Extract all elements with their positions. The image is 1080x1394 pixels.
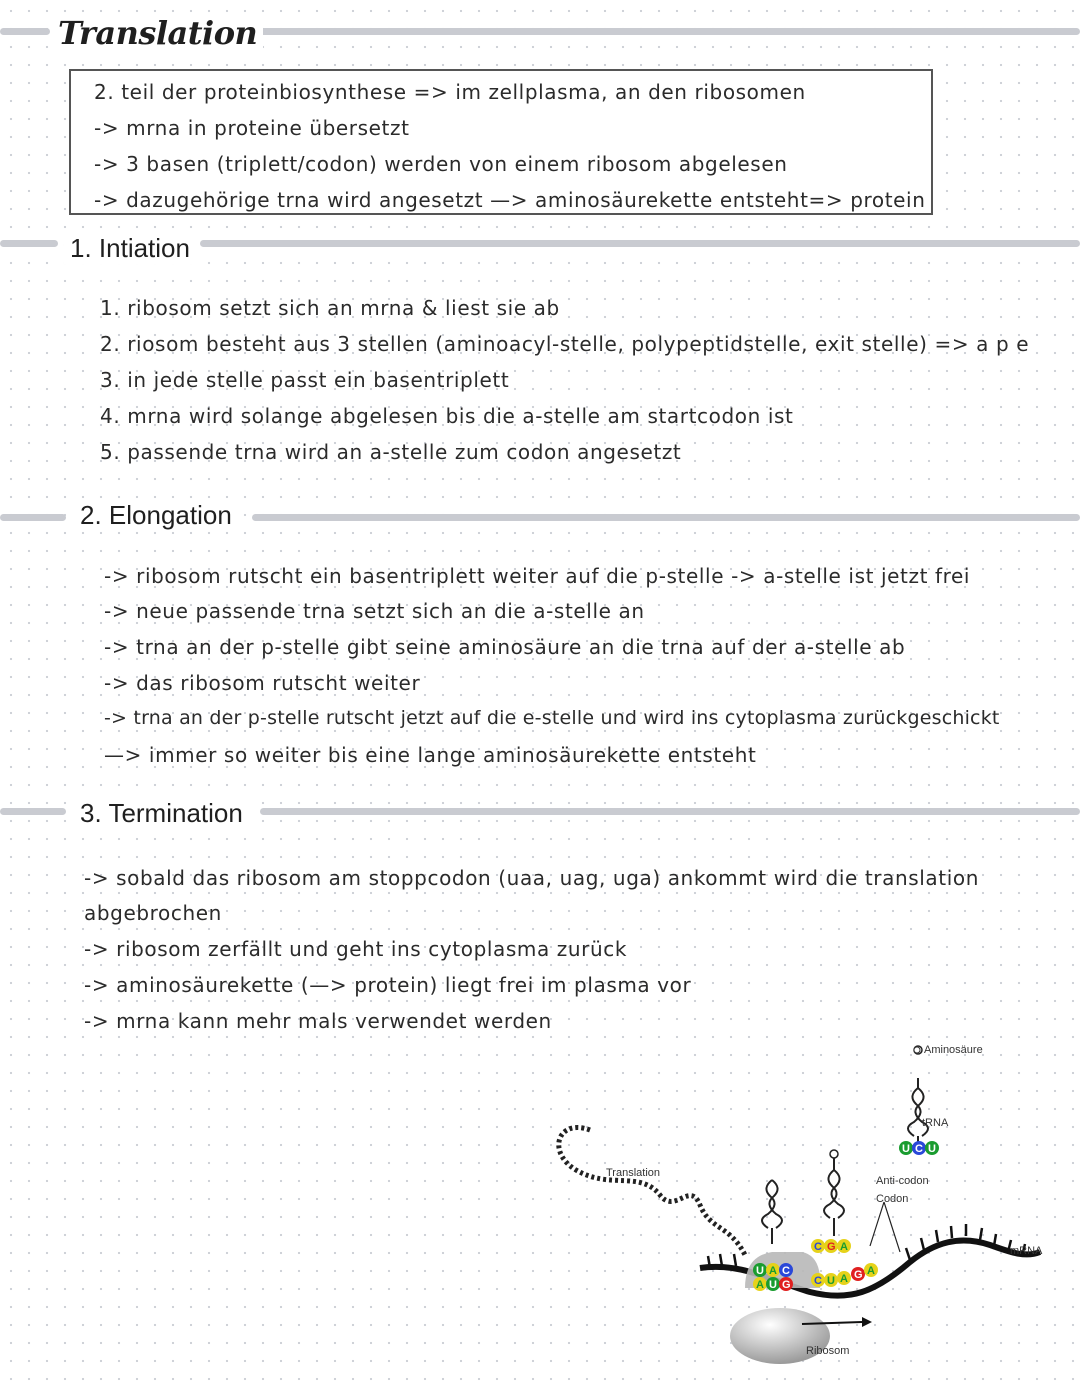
- ribosome-arrow-head: [862, 1317, 872, 1327]
- codon-pointer: [870, 1202, 900, 1252]
- section-heading-initiation: 1. Intiation: [64, 233, 196, 264]
- initiation-line: 2. riosom besteht aus 3 stellen (aminoacyl-stelle, polypeptidstelle, exit stelle) => a p e: [100, 332, 1030, 356]
- page-title: Translation: [52, 14, 263, 52]
- elongation-line: -> trna an der p-stelle rutscht jetzt auf die e-stelle und wird ins cytoplasma zurückgeschickt: [104, 707, 1000, 729]
- base-letter: G: [854, 1269, 863, 1281]
- title-left-rule: [0, 28, 50, 35]
- termination-line: -> mrna kann mehr mals verwendet werden: [84, 1009, 552, 1033]
- translation-diagram: [540, 1030, 1060, 1370]
- termination-line: -> sobald das ribosom am stoppcodon (uaa, uag, uga) ankommt wird die translation: [84, 866, 979, 890]
- trna-p: [762, 1180, 782, 1244]
- elongation-line: -> das ribosom rutscht weiter: [104, 671, 421, 695]
- base-letter: C: [814, 1275, 822, 1287]
- label-anticodon: Anti-codon: [876, 1175, 929, 1187]
- initiation-line: 3. in jede stelle passt ein basentriplett: [100, 368, 510, 392]
- initiation-line: 4. mrna wird solange abgelesen bis die a-stelle am startcodon ist: [100, 404, 794, 428]
- elongation-line: —> immer so weiter bis eine lange aminosäurekette entsteht: [104, 743, 757, 767]
- label-mrna: mRNA: [1010, 1245, 1043, 1257]
- base-letter: U: [902, 1143, 910, 1155]
- summary-line: -> dazugehörige trna wird angesetzt —> aminosäurekette entsteht=> protein: [94, 188, 926, 212]
- termination-line: abgebrochen: [84, 901, 222, 925]
- base-letter: C: [915, 1143, 923, 1155]
- base-letter: U: [827, 1275, 835, 1287]
- base-letter: A: [756, 1279, 764, 1291]
- mrna-p-bases: [753, 1277, 793, 1291]
- section-2-left-rule: [0, 514, 66, 521]
- base-letter: U: [769, 1279, 777, 1291]
- base-letter: C: [782, 1265, 790, 1277]
- section-heading-termination: 3. Termination: [74, 798, 249, 829]
- termination-line: -> ribosom zerfällt und geht ins cytoplasma zurück: [84, 937, 628, 961]
- base-letter: A: [867, 1265, 875, 1277]
- base-letter: G: [782, 1279, 791, 1291]
- summary-line: 2. teil der proteinbiosynthese => im zellplasma, an den ribosomen: [94, 80, 806, 104]
- section-1-left-rule: [0, 240, 58, 247]
- section-heading-elongation: 2. Elongation: [74, 500, 238, 531]
- base-letter: U: [756, 1265, 764, 1277]
- label-codon: Codon: [876, 1193, 909, 1205]
- termination-line: -> aminosäurekette (—> protein) liegt frei im plasma vor: [84, 973, 692, 997]
- label-trna: tRNA: [922, 1117, 949, 1129]
- mrna-a-bases: [811, 1271, 851, 1287]
- section-2-right-rule: [252, 514, 1080, 521]
- summary-line: -> 3 basen (triplett/codon) werden von einem ribosom abgelesen: [94, 152, 788, 176]
- section-3-right-rule: [260, 808, 1080, 815]
- base-letter: A: [769, 1265, 777, 1277]
- base-letter: C: [814, 1241, 822, 1253]
- trna-p-bases: [753, 1263, 793, 1277]
- label-ribosom: Ribosom: [806, 1345, 850, 1357]
- elongation-line: -> ribosom rutscht ein basentriplett weiter auf die p-stelle -> a-stelle ist jetzt frei: [104, 564, 971, 588]
- aminoacid-legend-dot: [914, 1047, 920, 1053]
- polypeptide-chain: [559, 1127, 745, 1255]
- base-letter: G: [827, 1241, 836, 1253]
- title-right-rule: [258, 28, 1080, 35]
- trna-a: [824, 1158, 844, 1236]
- trna-a-bases: [811, 1239, 851, 1253]
- section-3-left-rule: [0, 808, 66, 815]
- initiation-line: 1. ribosom setzt sich an mrna & liest sie ab: [100, 296, 560, 320]
- trna-top-bases: [899, 1141, 939, 1155]
- mrna-next-bases: [851, 1263, 878, 1281]
- section-1-right-rule: [200, 240, 1080, 247]
- base-letter: A: [840, 1273, 848, 1285]
- base-letter: U: [928, 1143, 936, 1155]
- elongation-line: -> neue passende trna setzt sich an die a-stelle an: [104, 599, 645, 623]
- label-aminosaeure: Aminosäure: [924, 1044, 983, 1056]
- summary-line: -> mrna in proteine übersetzt: [94, 116, 410, 140]
- initiation-line: 5. passende trna wird an a-stelle zum codon angesetzt: [100, 440, 682, 464]
- label-translation: Translation: [606, 1167, 661, 1179]
- trna-incoming: [908, 1078, 928, 1146]
- elongation-line: -> trna an der p-stelle gibt seine aminosäure an die trna auf der a-stelle ab: [104, 635, 906, 659]
- base-letter: A: [840, 1241, 848, 1253]
- aminoacid-dot: [830, 1150, 838, 1158]
